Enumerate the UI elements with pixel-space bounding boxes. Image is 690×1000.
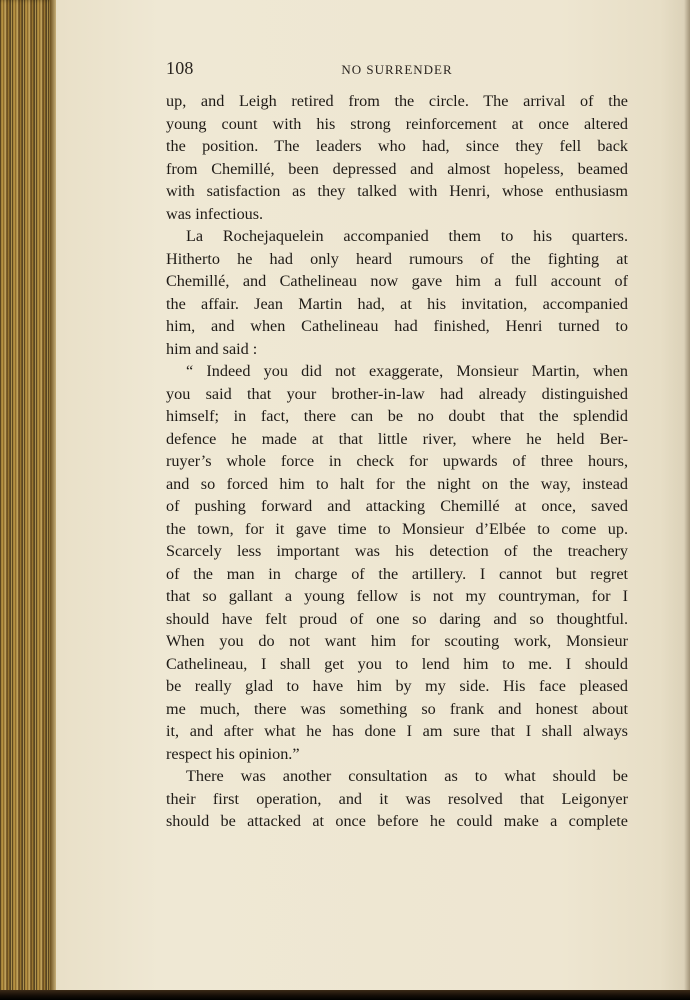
text-line: be really glad to have him by my side. His face pleased xyxy=(166,677,628,695)
text-line: him and said : xyxy=(166,339,258,358)
text-line: Hitherto he had only heard rumours of the fighting at xyxy=(166,249,628,268)
page-number: 108 xyxy=(166,58,194,78)
text-line: the town, for it gave time to Monsieur d’Elbée to come up. xyxy=(166,519,628,538)
text-line: the affair. Jean Martin had, at his invitation, accompanied xyxy=(166,294,628,313)
text-line: La Rochejaquelein accompanied them to his quarters. xyxy=(186,227,628,245)
text-line: the position. The leaders who had, since they fell back xyxy=(166,137,628,155)
text-line: should be attacked at once before he could make a complete xyxy=(166,812,628,830)
text-line: should have felt proud of one so daring and so thoughtful. xyxy=(166,609,628,628)
text-line: Scarcely less important was his detection of the treachery xyxy=(166,542,628,560)
running-title: NO SURRENDER xyxy=(341,62,453,77)
text-line: up, and Leigh retired from the circle. The arrival of the xyxy=(166,92,628,110)
body-text xyxy=(166,90,628,833)
text-line: that so gallant a young fellow is not my countryman, for I xyxy=(166,587,628,605)
text-line: defence he made at that little river, where he held Ber- xyxy=(166,429,628,448)
text-line: himself; in fact, there can be no doubt that the splendid xyxy=(166,407,628,425)
text-line: me much, there was something so frank and honest about xyxy=(166,699,628,718)
text-line: with satisfaction as they talked with Henri, whose enthusiasm xyxy=(166,182,628,200)
page-edge-shadow xyxy=(684,0,690,1000)
text-line: it, and after what he has done I am sure that I shall always xyxy=(166,722,628,740)
text-line: young count with his strong reinforcement at once altered xyxy=(166,114,628,133)
text-line: ruyer’s whole force in check for upwards of three hours, xyxy=(166,452,628,470)
text-line: you said that your brother-in-law had already distinguished xyxy=(166,384,628,403)
text-line: Cathelineau, I shall get you to lend him to me. I should xyxy=(166,654,628,673)
text-line: of pushing forward and attacking Chemillé at once, saved xyxy=(166,497,628,515)
text-line: respect his opinion.” xyxy=(166,744,300,763)
text-line: him, and when Cathelineau had finished, Henri turned to xyxy=(166,317,628,335)
text-line: “ Indeed you did not exaggerate, Monsieur Martin, when xyxy=(186,362,628,380)
text-line: from Chemillé, been depressed and almost hopeless, beamed xyxy=(166,159,628,178)
text-line: and so forced him to halt for the night on the way, instead xyxy=(166,474,628,493)
page-bottom-edge xyxy=(0,990,690,1000)
text-line: was infectious. xyxy=(166,204,264,223)
text-line: Chemillé, and Cathelineau now gave him a full account of xyxy=(166,272,628,290)
text-line: their first operation, and it was resolved that Leigonyer xyxy=(166,789,628,808)
book-spine-edge xyxy=(0,0,54,995)
text-line: of the man in charge of the artillery. I cannot but regret xyxy=(166,564,628,583)
page-gutter xyxy=(50,0,56,995)
text-line: There was another consultation as to what should be xyxy=(186,767,628,785)
page-header xyxy=(166,58,628,84)
text-line: When you do not want him for scouting work, Monsieur xyxy=(166,632,628,650)
